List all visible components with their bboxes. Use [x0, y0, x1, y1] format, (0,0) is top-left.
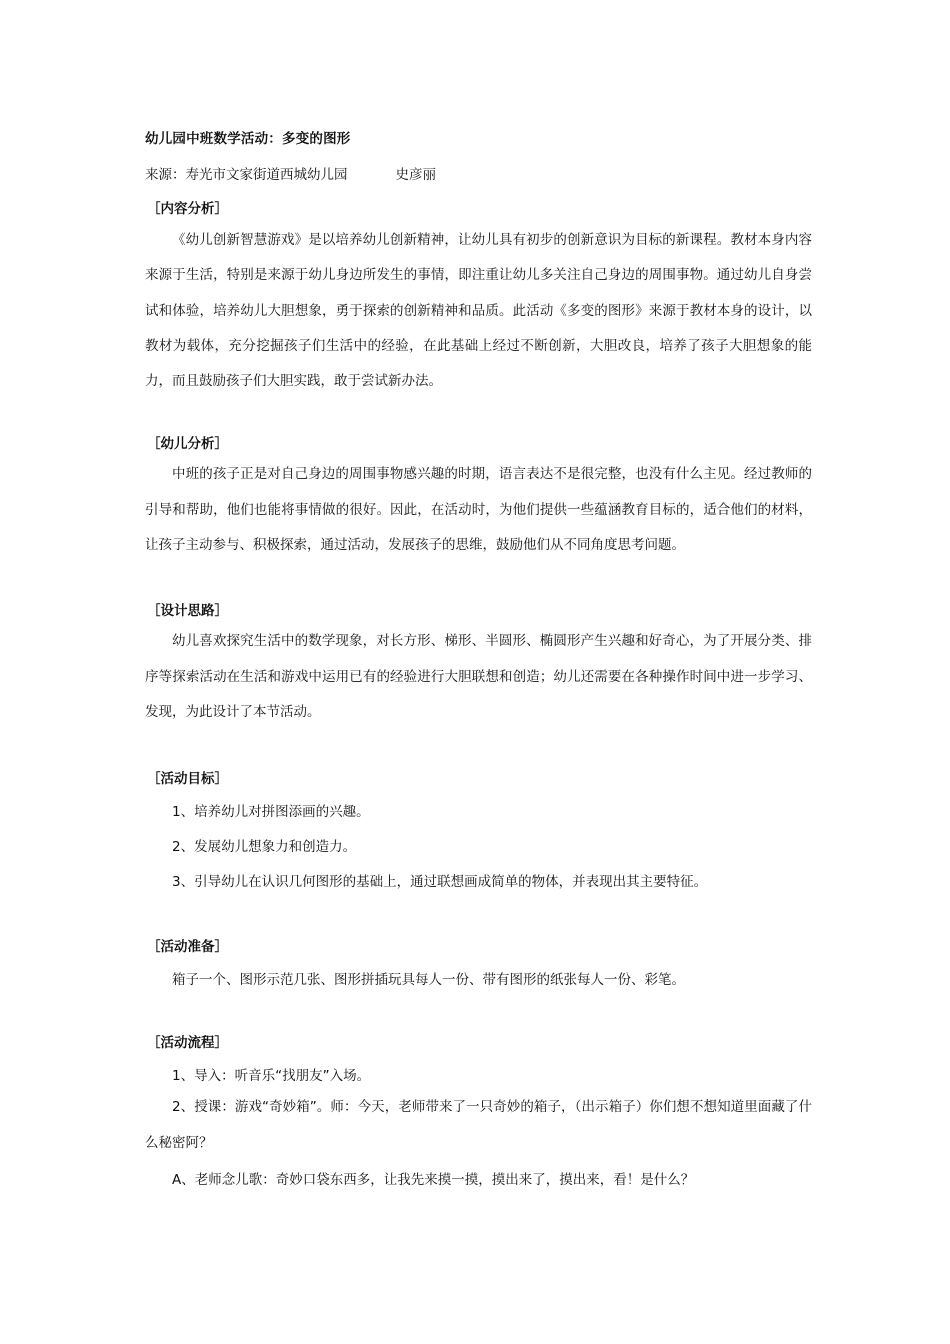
paragraph-child-analysis: 中班的孩子正是对自己身边的周围事物感兴趣的时期，语言表达不是很完整，也没有什么主见。经过教师的引导和帮助，他们也能将事情做的很好。因此，在活动时，为他们提供一些蕴涵教育目标的，适合他们的材料，让孩子主动参与、积极探索，通过活动，发展孩子的思维，鼓励他们从不同角度思考问题。 [145, 466, 812, 553]
heading-child-analysis: ［幼儿分析］ [147, 436, 228, 452]
paragraph-content-analysis: 《幼儿创新智慧游戏》是以培养幼儿创新精神，让幼儿具有初步的创新意识为目标的新课程。教材本身内容来源于生活，特别是来源于幼儿身边所发生的事情，即注重让幼儿多关注自己身边的周围事物。通过幼儿自身尝试和体验，培养幼儿大胆想象，勇于探索的创新精神和品质。此活动《多变的图形》来源于教材本身的设计，以教材为载体，充分挖掘孩子们生活中的经验，在此基础上经过不断创新，大胆改良，培养了孩子大胆想象的能力，而且鼓励孩子们大胆实践，敢于尝试新办法。 [145, 232, 812, 390]
heading-design-idea: ［设计思路］ [147, 603, 228, 619]
preparation-text: 箱子一个、图形示范几张、图形拼插玩具每人一份、带有图形的纸张每人一份、彩笔。 [172, 972, 685, 988]
process-step-1: 1、导入：听音乐“找朋友”入场。 [172, 1068, 371, 1084]
process-step-a: A、老师念儿歌：奇妙口袋东西多，让我先来摸一摸，摸出来了，摸出来，看！是什么？ [172, 1172, 695, 1188]
goal-item-3: 3、引导幼儿在认识几何图形的基础上，通过联想画成简单的物体，并表现出其主要特征。 [172, 874, 708, 890]
document-title: 幼儿园中班数学活动：多变的图形 [145, 131, 351, 147]
heading-preparation: ［活动准备］ [147, 939, 228, 955]
heading-process: ［活动流程］ [147, 1035, 228, 1051]
source-label: 来源：寿光市文家街道西城幼儿园 [145, 167, 348, 183]
source-line [145, 163, 436, 183]
goal-item-2: 2、发展幼儿想象力和创造力。 [172, 839, 357, 855]
goal-item-1: 1、培养幼儿对拼图添画的兴趣。 [172, 804, 370, 820]
heading-content-analysis: ［内容分析］ [147, 201, 228, 217]
paragraph-design-idea: 幼儿喜欢探究生活中的数学现象，对长方形、梯形、半圆形、椭圆形产生兴趣和好奇心，为了开展分类、排序等探索活动在生活和游戏中运用已有的经验进行大胆联想和创造；幼儿还需要在各种操作时间中进一步学习、发现，为此设计了本节活动。 [145, 633, 812, 720]
author-name: 史彦丽 [395, 167, 436, 183]
process-step-2: 2、授课：游戏“奇妙箱”。师：今天，老师带来了一只奇妙的箱子，（出示箱子）你们想不想知道里面藏了什么秘密阿？ [145, 1099, 812, 1151]
heading-goals: ［活动目标］ [147, 771, 228, 787]
